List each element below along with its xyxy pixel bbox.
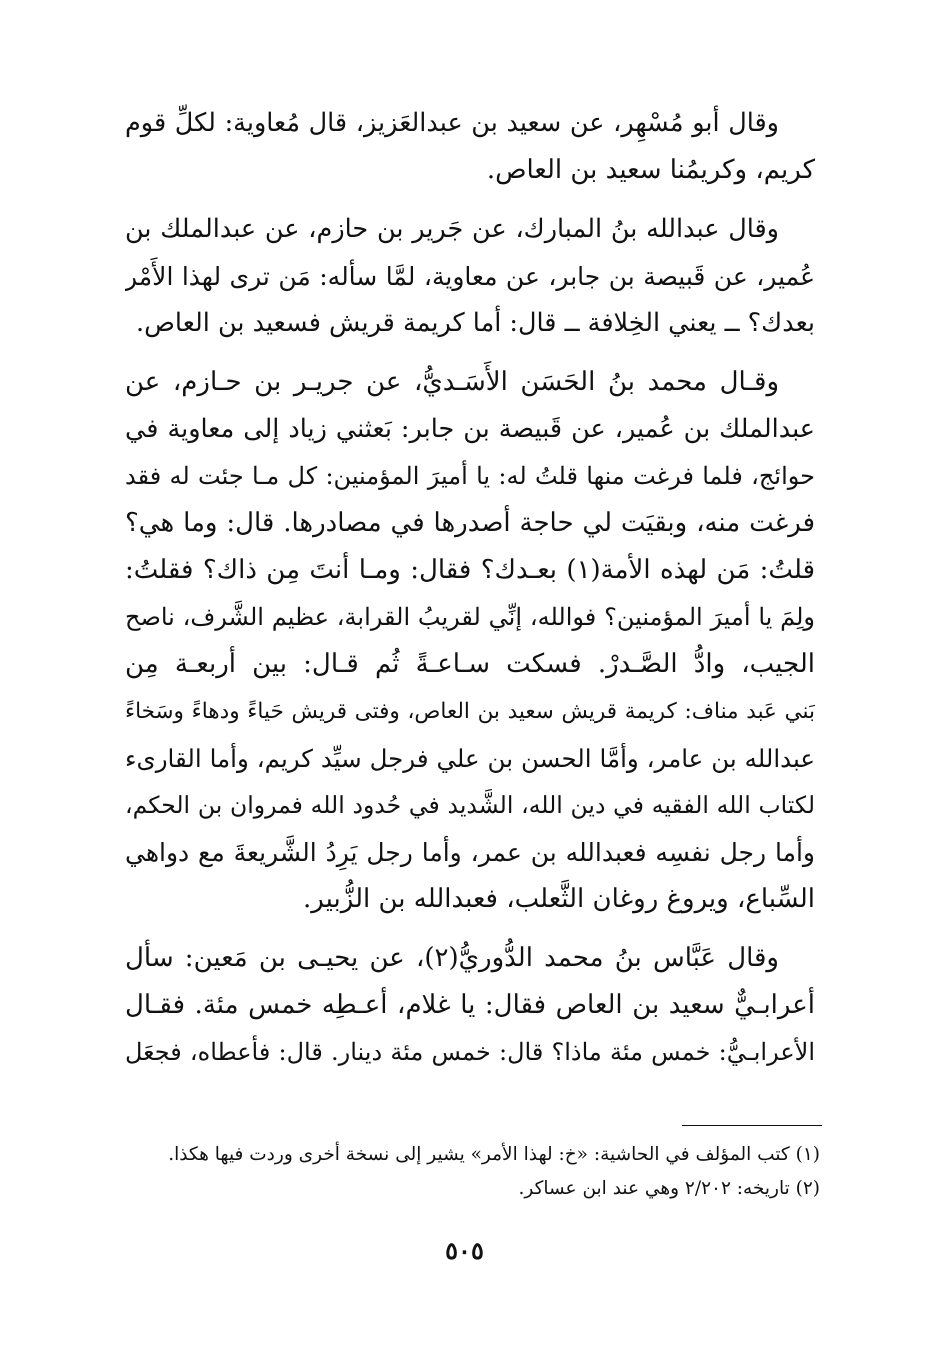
text-line: عبدالملك بن عُمير، عن قَبيصة بن جابر: بَعثني زياد إلى معاوية في (125, 414, 815, 444)
text-line: كريم، وكريمُنا سعيد بن العاص. (486, 155, 815, 185)
page-number: ٥٠٥ (445, 1236, 484, 1265)
footnote-separator (682, 1125, 822, 1126)
text-line: الجيب، وادُّ الصَّـدرْ. فسكت سـاعـةً ثُم قـال: بين أربعـة مِن (125, 649, 815, 679)
text-line: وأما رجل نفسِه فعبدالله بن عمر، وأما رجل يَرِدُ الشَّريعةَ مع دواهي (125, 838, 815, 867)
text-line: عبدالله بن عامر، وأمَّا الحسن بن علي فرجل سيِّد كريم، وأما القارىء (125, 744, 815, 773)
text-line: أعرابـيٌّ سعيد بن العاص فقال: يا غلام، أعـطِه خمس مئة. فقـال (125, 990, 815, 1020)
text-line: وقـال محمد بنُ الحَسَن الأَسَـديُّ، عن جريـر بن حـازم، عن (125, 367, 779, 397)
text-line: وقال عبدالله بنُ المبارك، عن جَرير بن حازم، عن عبدالملك بن (125, 214, 779, 244)
text-line: وقال عَبَّاس بنُ محمد الدُّوريُّ(٢)، عن يحيـى بن مَعين: سأل (125, 943, 779, 973)
text-line: ولِمَ يا أميرَ المؤمنين؟ فوالله، إنِّي لقريبُ القرابة، عظيم الشَّرف، ناصح (125, 603, 815, 631)
body-text (125, 100, 815, 1076)
text-line: فرغت منه، وبقيَت لي حاجة أصدرها في مصادرها. قال: وما هي؟ (125, 508, 815, 538)
text-line: قلتُ: مَن لهذه الأمة(١) بعـدك؟ فقال: ومـا أنتَ مِن ذاك؟ فقلتُ: (125, 555, 815, 585)
text-line: بَني عَبد مناف: كريمة قريش سعيد بن العاص، وفتى قريش حَياءً ودهاءً وسَخاءً (125, 699, 815, 724)
text-line: السِّباع، ويروغ روغان الثَّعلب، فعبدالله بن الزُّبير. (303, 884, 815, 914)
footnote-2: (٢) تاريخه: ٢/٢٠٢ وهي عند ابن عساكر. (518, 1178, 820, 1199)
text-line: حوائج، فلما فرغت منها قلتُ له: يا أميرَ المؤمنين: كل مـا جئت له فقد (125, 462, 815, 490)
text-line: عُمير، عن قَبيصة بن جابر، عن معاوية، لمَّا سأله: مَن ترى لهذا الأَمْر (125, 262, 815, 291)
text-line: لكتاب الله الفقيه في دين الله، الشَّديد في حُدود الله فمروان بن الحكم، (125, 791, 815, 819)
footnote-1: (١) كتب المؤلف في الحاشية: «خ: لهذا الأمر» يشير إلى نسخة أخرى وردت فيها هكذا. (168, 1144, 820, 1165)
text-line: وقال أبو مُسْهِر، عن سعيد بن عبدالعَزيز، قال مُعاوية: لكلِّ قوم (125, 108, 779, 138)
text-line: الأعرابـيُّ: خمس مئة ماذا؟ قال: خمس مئة دينار. قال: فأعطاه، فجعَل (125, 1038, 815, 1066)
footnotes (120, 1138, 820, 1206)
text-line: بعدك؟ ــ يعني الخِلافة ــ قال: أما كريمة قريش فسعيد بن العاص. (136, 308, 815, 338)
